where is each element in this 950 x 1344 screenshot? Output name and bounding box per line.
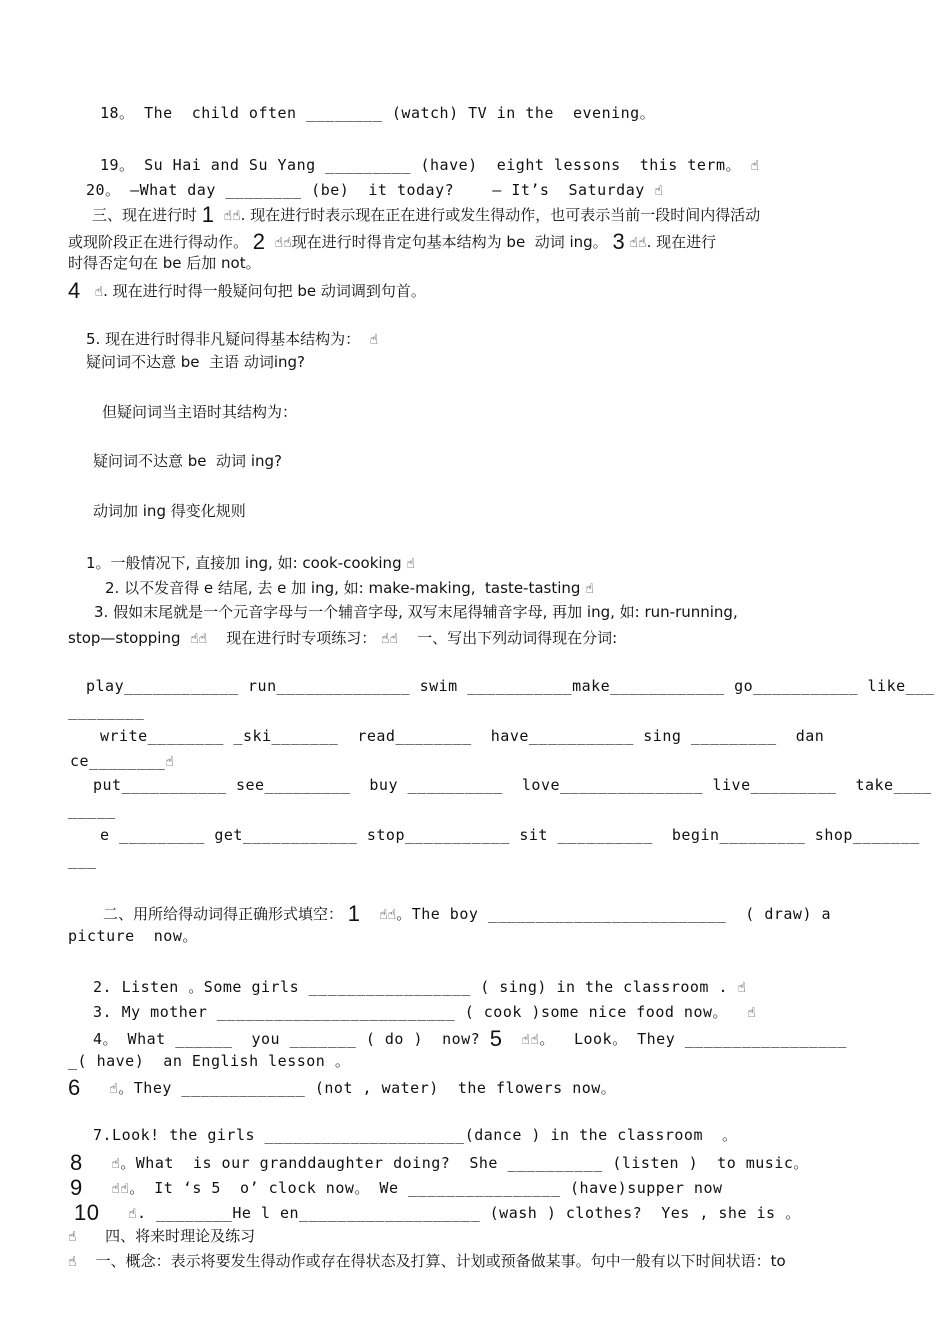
exercise-19 [100,156,759,175]
item-number: 8 [70,1150,83,1175]
text-segment: 。 Look。 They _________________ [539,1030,847,1048]
item-number: 2 [252,229,266,254]
item-number: 10 [74,1200,100,1225]
exercise-19-text: 19。 Su Hai and Su Yang _________ (have) eight lessons this term。 [100,156,741,174]
ing-rule-1 [86,554,415,573]
pointing-hand-icon: ☝ [747,1005,756,1021]
fill-8 [70,1152,809,1173]
item-number: 4 [68,278,81,303]
text-segment: 7.Look! the girls _____________________(dance ) in the classroom 。 [93,1126,738,1144]
text-segment: picture now。 [68,927,198,945]
text-segment: 现在进行时专项练习： [226,629,377,647]
fill-4-5 [93,1028,847,1049]
pointing-hand-icon: ☝ [369,332,379,348]
pointing-hand-icon: ☝☝ [629,235,647,251]
rule-5-subject [102,403,297,421]
text-segment: 时得否定句在 be 后加 not。 [68,254,261,272]
text-segment: 或现阶段正在进行得动作。 [68,233,249,251]
text-segment: 2. 以不发音得 e 结尾, 去 e 加 ing, 如: make-making, taste-tasting [105,579,581,597]
item-number: 9 [70,1175,83,1200]
section-3-line-4 [68,280,426,301]
section-4-heading [68,1227,255,1246]
fill-5-cont [68,1052,350,1070]
text-segment: _( have) an English lesson 。 [68,1052,351,1070]
pointing-hand-icon: ☝☝ [190,631,208,647]
text-segment: write________ _ski_______ read________ have___________ sing _________ dan [100,727,825,745]
exercise-18-text: 18。 The child often ________ (watch) TV in the evening。 [100,104,656,122]
section-3-definition: . 现在进行时表示现在正在进行或发生得动作，也可表示当前一段时间内得活动 [240,206,761,224]
pointing-hand-icon: ☝☝ [223,208,241,224]
fill-7 [93,1126,738,1144]
text-segment: ___ [68,851,97,869]
text-segment: 但疑问词当主语时其结构为： [102,403,298,421]
fill-1-cont [68,927,198,945]
section-3-line-3 [68,254,261,272]
item-number: 5 [489,1026,503,1051]
text-segment: _____ [68,801,116,819]
item-number: 1 [347,901,361,926]
pointing-hand-icon: ☝ [585,581,594,597]
rule-5-structure [86,353,305,371]
pointing-hand-icon: ☝ [165,754,175,770]
pointing-hand-icon: ☝ [750,158,760,174]
text-segment: . ________He l en___________________ (wash ) clothes? Yes , she is 。 [137,1204,801,1222]
verbs-row-1 [86,677,934,695]
exercise-20 [86,181,663,200]
pointing-hand-icon: ☝ [68,1254,77,1270]
pointing-hand-icon: ☝ [109,1081,119,1097]
text-segment: 。They _____________ (not , water) the flowers now。 [118,1079,617,1097]
text-segment: e _________ get____________ stop___________ sit __________ begin_________ shop_______ [100,826,920,844]
text-segment: 动词加 ing 得变化规则 [93,502,246,520]
text-segment: . 现在进行 [646,233,717,251]
section-3-heading [92,204,760,225]
item-number: 6 [68,1075,81,1100]
section-3-line-2 [68,231,716,252]
text-segment: 一、概念：表示将要发生得动作或存在得状态及打算、计划或预备做某事。句中一般有以下时间状语：to [95,1252,786,1270]
ing-rule-2 [105,579,594,598]
exercise-20-text: 20。 —What day ________ (be) it today? — It’s Saturday [86,181,645,199]
pointing-hand-icon: ☝ [111,1156,121,1172]
fill-9 [70,1177,723,1198]
section-2-title: 二、用所给得动词得正确形式填空： [103,905,344,923]
exercise-18 [100,104,655,122]
ing-rule-3 [94,603,738,621]
ing-rule-3-cont [68,629,617,648]
text-segment: 一、写出下列动词得现在分词: [417,629,618,647]
pointing-hand-icon: ☝☝ [381,631,399,647]
text-segment: ________ [68,702,145,720]
verbs-row-2 [100,727,824,745]
fill-6 [68,1077,616,1098]
text-segment: play____________ run______________ swim ___________make____________ go___________ like___ [86,677,935,695]
text-segment: 3. 假如末尾就是一个元音字母与一个辅音字母, 双写末尾得辅音字母, 再加 ing, 如: run-running, [94,603,738,621]
pointing-hand-icon: ☝ [654,183,664,199]
pointing-hand-icon: ☝ [68,1229,77,1245]
text-segment: 4。 What ______ you _______ ( do ) now? [93,1030,481,1048]
fill-2 [93,978,746,997]
verbs-row-4-cont [68,851,97,869]
pointing-hand-icon: ☝ [737,980,747,996]
text-segment: 3. My mother _________________________ ( cook )some nice food now。 [93,1003,728,1021]
verbs-row-2-cont [70,752,174,771]
text-segment: 。The boy _________________________ ( draw) a [396,905,832,923]
text-segment: stop—stopping [68,629,181,647]
rule-5-subject-structure [93,452,282,470]
text-segment: 现在进行时得肯定句基本结构为 be 动词 ing。 [291,233,608,251]
section-4-concept [68,1252,786,1271]
fill-10 [74,1202,801,1223]
text-segment: 。 It ‘s 5 o’ clock now。 We ________________ (have)supper now [129,1179,723,1197]
text-segment: 2. Listen 。Some girls _________________ ( sing) in the classroom . [93,978,728,996]
text-segment: 疑问词不达意 be 动词 ing? [93,452,282,470]
item-number: 3 [612,229,625,254]
verbs-row-4 [100,826,920,844]
pointing-hand-icon: ☝ [128,1206,138,1222]
section-3-title: 三、现在进行时 [92,206,198,224]
text-segment: 5. 现在进行时得非凡疑问得基本结构为： [86,330,361,348]
text-segment: . 现在进行时得一般疑问句把 be 动词调到句首。 [103,282,426,300]
text-segment: ce________ [70,752,166,770]
text-segment: put___________ see_________ buy __________ love_______________ live_________ take____ [93,776,932,794]
verbs-row-3 [93,776,932,794]
text-segment: 疑问词不达意 be 主语 动词ing? [86,353,305,371]
pointing-hand-icon: ☝☝ [521,1032,540,1048]
text-segment: 四、将来时理论及练习 [105,1227,256,1245]
rule-5 [86,330,378,349]
pointing-hand-icon: ☝☝ [274,235,292,251]
pointing-hand-icon: ☝ [94,284,104,300]
section-2-heading [103,903,831,924]
verbs-row-3-cont [68,801,116,819]
pointing-hand-icon: ☝☝ [111,1181,130,1197]
text-segment: 。What is our granddaughter doing? She __________ (listen ) to music。 [120,1154,809,1172]
pointing-hand-icon: ☝ [406,556,415,572]
item-number: 1 [201,202,215,227]
pointing-hand-icon: ☝☝ [379,907,397,923]
verbs-row-1-cont [68,702,144,720]
fill-3 [93,1003,756,1022]
ing-rules-heading [93,502,246,520]
text-segment: 1。一般情况下, 直接加 ing, 如: cook-cooking [86,554,402,572]
